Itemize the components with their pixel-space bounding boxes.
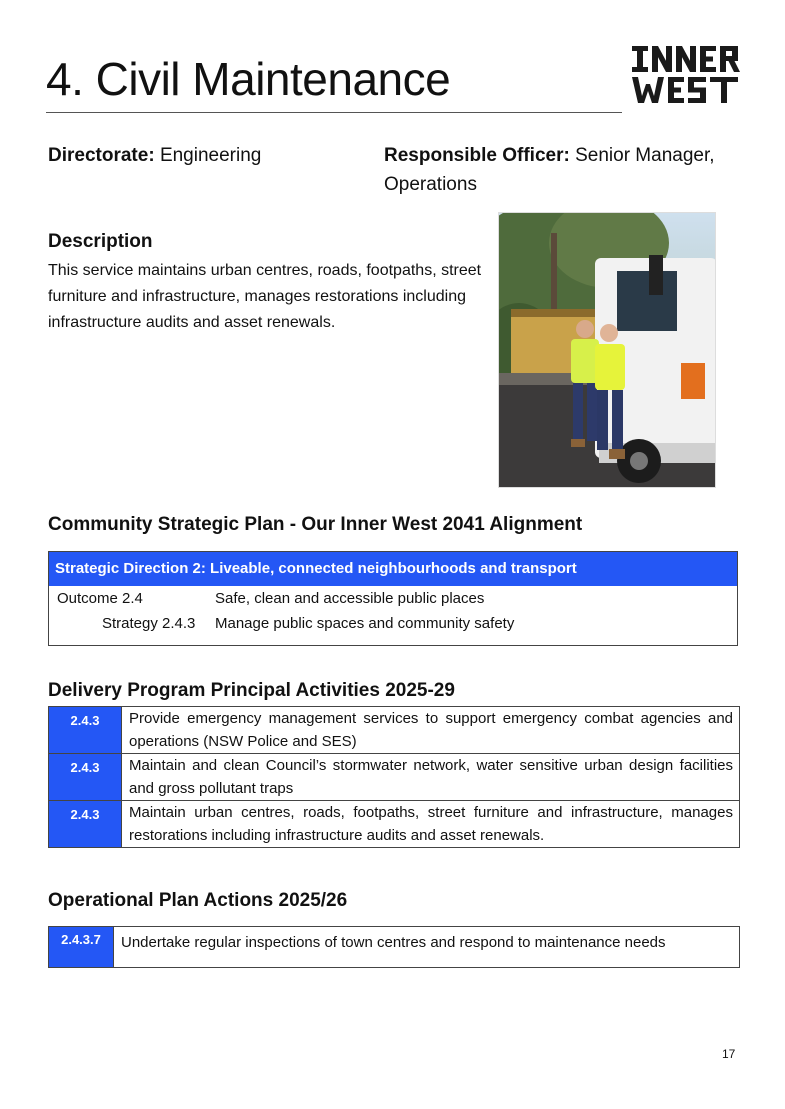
activity-code: 2.4.3 [49, 707, 122, 754]
delivery-activities-table [48, 706, 740, 848]
delivery-heading: Delivery Program Principal Activities 2025-29 [48, 680, 455, 701]
table-row [49, 801, 740, 848]
strategy-row [49, 611, 737, 636]
officer-label: Responsible Officer: [384, 145, 570, 166]
operational-heading: Operational Plan Actions 2025/26 [48, 890, 348, 911]
page-number: 17 [722, 1047, 736, 1061]
directorate-label: Directorate: [48, 145, 155, 166]
operational-action-row [48, 926, 740, 968]
title-divider [46, 112, 622, 113]
table-row [49, 754, 740, 801]
inner-west-logo [630, 44, 742, 106]
csp-alignment-table [48, 551, 738, 646]
activity-text: Maintain urban centres, roads, footpaths, street furniture and infrastructure, manages restorations including infrastructure audits and asset renewals. [122, 801, 740, 848]
outcome-label: Outcome 2.4 [57, 590, 143, 607]
action-text: Undertake regular inspections of town centres and respond to maintenance needs [121, 934, 666, 951]
table-row [49, 707, 740, 754]
outcome-row [49, 586, 737, 611]
description-heading: Description [48, 231, 153, 252]
officer-value: Senior Manager, Operations [384, 145, 715, 195]
strategic-direction-header: Strategic Direction 2: Liveable, connected neighbourhoods and transport [49, 552, 737, 586]
strategy-label: Strategy 2.4.3 [102, 615, 196, 632]
activity-text: Provide emergency management services to support emergency combat agencies and operations (NSW Police and SES) [122, 707, 740, 754]
outcome-value: Safe, clean and accessible public places [215, 590, 485, 607]
directorate [48, 141, 261, 170]
page-title: 4. Civil Maintenance [46, 53, 451, 105]
description-text: This service maintains urban centres, roads, footpaths, street furniture and infrastructure, manages restorations including infrastructure audits and asset renewals. [48, 262, 482, 331]
csp-heading: Community Strategic Plan - Our Inner West 2041 Alignment [48, 514, 583, 535]
activity-code: 2.4.3 [49, 754, 122, 801]
directorate-value: Engineering [159, 145, 262, 166]
strategy-value: Manage public spaces and community safety [215, 615, 515, 632]
action-code: 2.4.3.7 [49, 927, 114, 967]
activity-code: 2.4.3 [49, 801, 122, 848]
responsible-officer [384, 141, 744, 199]
workers-truck-photo [498, 212, 716, 488]
activity-text: Maintain and clean Council’s stormwater network, water sensitive urban design facilities and gross pollutant traps [122, 754, 740, 801]
